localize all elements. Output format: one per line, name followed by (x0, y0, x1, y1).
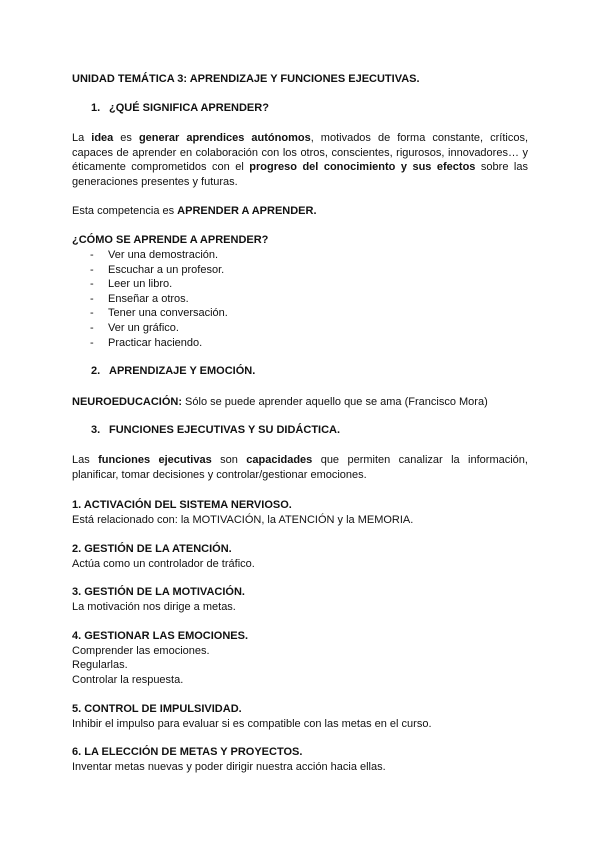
function-heading: 2. GESTIÓN DE LA ATENCIÓN. (72, 543, 232, 555)
section-3-number: 3. (91, 424, 101, 436)
function-heading: 4. GESTIONAR LAS EMOCIONES. (72, 630, 249, 642)
function-line: La motivación nos dirige a metas. (72, 600, 236, 613)
function-line: Inhibir el impulso para evaluar si es compatible con las metas en el curso. (72, 717, 432, 730)
function-heading: 6. LA ELECCIÓN DE METAS Y PROYECTOS. (72, 746, 303, 758)
function-item (72, 585, 528, 614)
function-item (72, 629, 528, 687)
section-1-number: 1. (91, 102, 101, 114)
function-heading: 1. ACTIVACIÓN DEL SISTEMA NERVIOSO. (72, 499, 292, 511)
function-item (72, 745, 528, 774)
function-line: Controlar la respuesta. (72, 673, 184, 686)
section-2-number: 2. (91, 365, 101, 377)
intro-paragraph: La idea es generar aprendices autónomos, motivados de forma constante, críticos, capaces de aprender en colaboración con los otros, conscientes, rigurosos, innovadores… y éticamente comprometidos con el progreso del conocimiento y sus efectos sobre las generaciones presentes y futuras. (72, 132, 529, 188)
function-item (72, 498, 528, 527)
neuro-line: NEUROEDUCACIÓN: Sólo se puede aprender aquello que se ama (Francisco Mora) (72, 396, 488, 408)
function-line: Inventar metas nuevas y poder dirigir nuestra acción hacia ellas. (72, 760, 386, 773)
section-1-heading: ¿QUÉ SIGNIFICA APRENDER? (109, 102, 269, 114)
function-item (72, 702, 528, 731)
section-2-heading: APRENDIZAJE Y EMOCIÓN. (109, 365, 256, 377)
document-title: UNIDAD TEMÁTICA 3: APRENDIZAJE Y FUNCIONES EJECUTIVAS. (72, 73, 420, 85)
document-page: UNIDAD TEMÁTICA 3: APRENDIZAJE Y FUNCIONES EJECUTIVAS. 1. ¿QUÉ SIGNIFICA APRENDER? La idea es generar aprendices autónomos, motivados de forma constante, críticos, capaces de aprender en colaboración con los otros, conscientes, rigurosos, innovadores… y éticamente comprometidos con el progreso del conocimiento y sus efectos sobre las generaciones presentes y futuras. Esta competencia es APRENDER A APRENDER. ¿CÓMO SE APRENDE A APRENDER? - Ver una demostración. - Escuchar a un profesor. - Leer un libro. - Enseñar a otros. - Tener una conversación. - Ver un gráfico. - Practicar haciendo. 2. APRENDIZAJE Y EMOCIÓN. NEUROEDUCACIÓN: Sólo se puede aprender aquello que se ama (Francisco Mora) 3. FUNCIONES EJECUTIVAS Y SU DIDÁCTICA. Las funciones ejecutivas son capacidades que permiten canalizar la información, planificar, tomar decisiones y controlar/gestionar emociones. 1. ACTIVACIÓN DEL SISTEMA NERVIOSO. Está relacionado con: la MOTIVACIÓN, la ATENCIÓN y la MEMORIA. 2. GESTIÓN DE LA ATENCIÓN. Actúa como un controlador de tráfico. 3. GESTIÓN DE LA MOTIVACIÓN. La motivación nos dirige a metas. 4. GESTIONAR LAS EMOCIONES. Comprender las emociones. Regularlas. Controlar la respuesta. 5. CONTROL DE IMPULSIVIDAD. Inhibir el impulso para evaluar si es compatible con las metas en el curso. 6. LA ELECCIÓN DE METAS Y PROYECTOS. Inventar metas nuevas y poder dirigir nuestra acción hacia ellas. (72, 73, 529, 773)
section-3-heading: FUNCIONES EJECUTIVAS Y SU DIDÁCTICA. (109, 424, 341, 436)
function-line: Está relacionado con: la MOTIVACIÓN, la ATENCIÓN y la MEMORIA. (72, 513, 414, 526)
function-line: Actúa como un controlador de tráfico. (72, 557, 255, 570)
function-heading: 5. CONTROL DE IMPULSIVIDAD. (72, 703, 242, 715)
function-line: Comprender las emociones. (72, 644, 210, 657)
function-heading: 3. GESTIÓN DE LA MOTIVACIÓN. (72, 586, 245, 598)
function-item (72, 542, 528, 571)
functions-paragraph: Las funciones ejecutivas son capacidades que permiten canalizar la información, planificar, tomar decisiones y controlar/gestionar emociones. (72, 454, 528, 481)
competence-line: Esta competencia es APRENDER A APRENDER. (72, 205, 317, 217)
how-heading: ¿CÓMO SE APRENDE A APRENDER? (72, 234, 269, 246)
function-line: Regularlas. (72, 659, 128, 672)
